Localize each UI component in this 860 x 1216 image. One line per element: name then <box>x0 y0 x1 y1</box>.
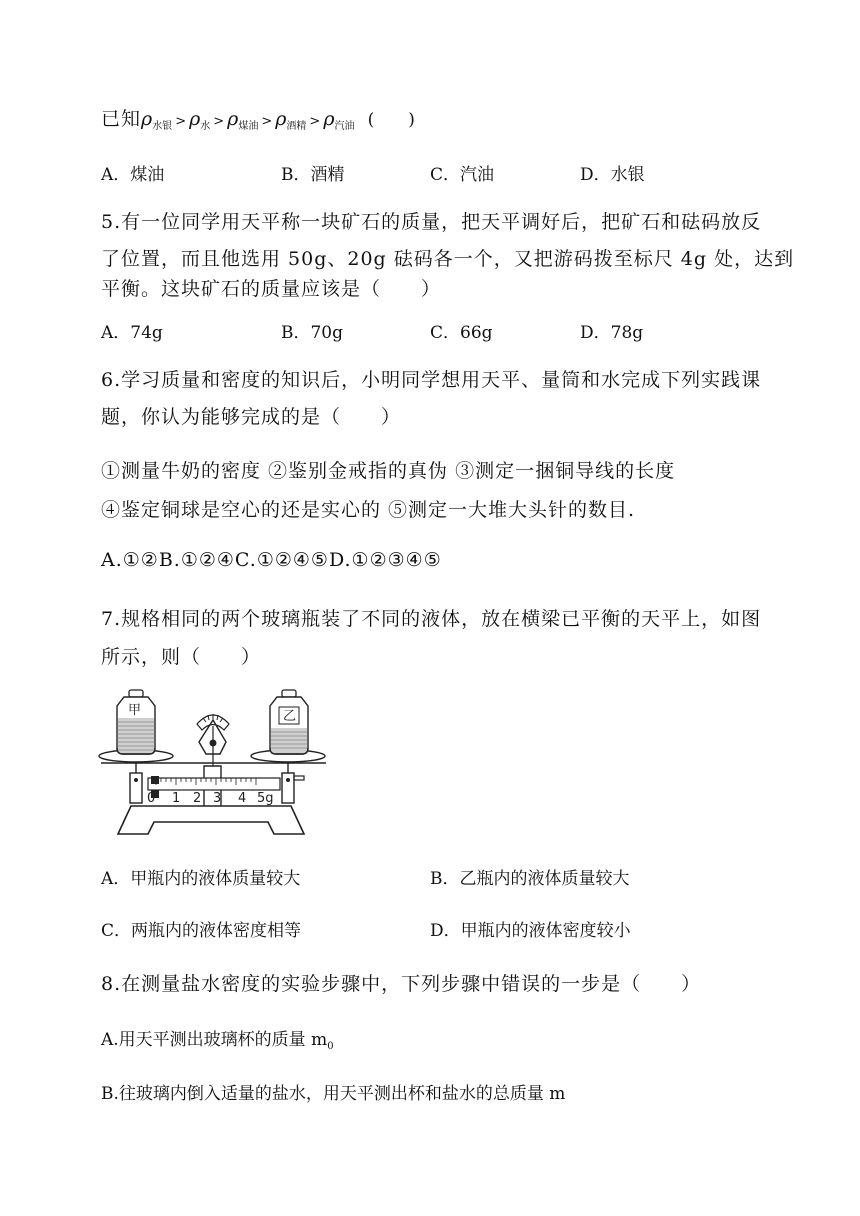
left-support <box>130 773 142 803</box>
q7-option-a: A．甲瓶内的液体质量较大 <box>101 869 301 889</box>
q8-step-b: B.往玻璃内倒入适量的盐水，用天平测出杯和盐水的总质量 m <box>101 1084 566 1104</box>
q4-stem: 已知$\rho_{水银} > \rho_水 > \rho_{煤油} > \rho_{酒精} > \rho_{汽油}$ ( ) <box>101 108 415 132</box>
bottle-yi <box>270 690 308 754</box>
scale-label-2: 2 <box>193 791 202 806</box>
q4-bracket: ( ) <box>367 110 415 130</box>
right-support <box>282 773 294 803</box>
q7-line-1: 7.规格相同的两个玻璃瓶装了不同的液体，放在横梁已平衡的天平上，如图 <box>101 608 762 630</box>
q7-line-2: 所示，则（ ） <box>101 646 262 668</box>
q4-prefix: 已知 <box>101 108 142 130</box>
scale-label-5: 5g <box>257 791 274 806</box>
rider-weight <box>151 776 159 784</box>
q5-option-a: A．74g <box>101 323 163 343</box>
q7-option-d: D．甲瓶内的液体密度较小 <box>430 921 631 941</box>
scale-label-3: 3 <box>213 791 222 806</box>
q4-option-d: D．水银 <box>580 165 645 185</box>
balance-base <box>118 806 304 834</box>
q6-item-line-1: ①测量牛奶的密度 ②鉴别金戒指的真伪 ③测定一捆铜导线的长度 <box>101 460 676 482</box>
bottle-jia <box>117 690 155 754</box>
scale-label-1: 1 <box>172 791 181 806</box>
q8-step-a: A.用天平测出玻璃杯的质量 $m_0$ <box>101 1030 334 1052</box>
q4-option-c: C．汽油 <box>430 165 495 185</box>
q4-option-a: A．煤油 <box>101 165 165 185</box>
q6-line-1: 6.学习质量和密度的知识后，小明同学想用天平、量筒和水完成下列实践课 <box>101 369 762 391</box>
bottle-jia-label: 甲 <box>128 703 142 718</box>
scale-bar <box>148 778 280 790</box>
q5-option-c: C．66g <box>430 323 493 343</box>
scale-label-4: 4 <box>238 791 247 806</box>
q6-line-2: 题，你认为能够完成的是（ ） <box>101 406 402 428</box>
balance-figure <box>96 688 326 838</box>
q5-option-b: B．70g <box>281 323 344 343</box>
bottle-yi-label: 乙 <box>283 709 297 724</box>
q6-answers: A.①②B.①②④C.①②④⑤D.①②③④⑤ <box>101 549 442 571</box>
q7-option-b: B．乙瓶内的液体质量较大 <box>430 869 630 889</box>
scale-label-0: 0 <box>147 791 156 806</box>
q4-option-b: B．酒精 <box>281 165 345 185</box>
q5-line-1: 5.有一位同学用天平称一块矿石的质量，把天平调好后，把矿石和砝码放反 <box>101 211 762 233</box>
q5-option-d: D．78g <box>580 323 644 343</box>
q7-option-c: C．两瓶内的液体密度相等 <box>101 921 302 941</box>
q5-line-2: 了位置，而且他选用 50g、20g 砝码各一个，又把游码拨至标尺 4g 处，达到 <box>101 248 795 270</box>
q8-stem: 8.在测量盐水密度的实验步骤中，下列步骤中错误的一步是（ ） <box>101 973 702 995</box>
q5-line-3: 平衡。这块矿石的质量应该是（ ） <box>101 278 442 300</box>
q6-item-line-2: ④鉴定铜球是空心的还是实心的 ⑤测定一大堆大头针的数目. <box>101 499 636 521</box>
